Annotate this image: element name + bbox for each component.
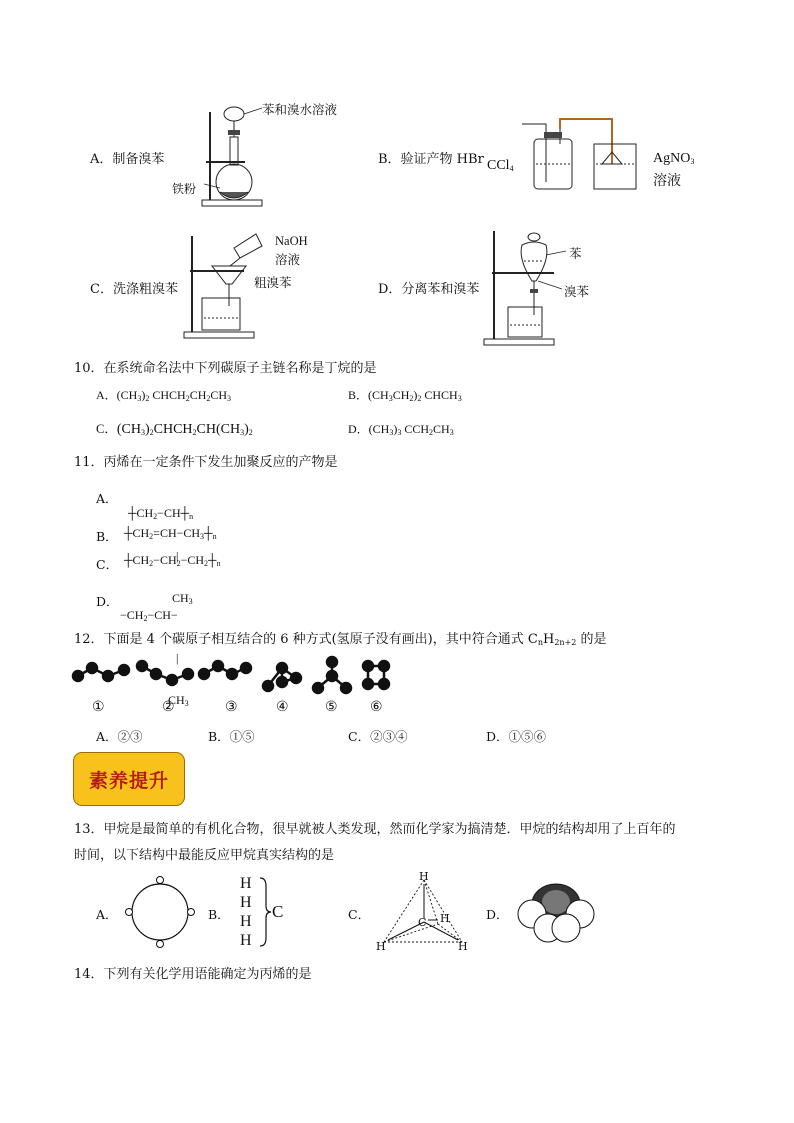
q11-option-a-structure: $┼CH_2-CH┼_n$ | $CH_3$ (128, 506, 194, 606)
question-14-stem: 14．下列有关化学用语能确定为丙烯的是 (74, 967, 312, 982)
section-badge-text: 素养提升 (88, 769, 169, 792)
skeleton-label-6: ⑥ (370, 699, 383, 715)
q11-option-b-structure: $┼CH_2=CH-CH_3┼_n$ (124, 526, 217, 541)
methane-space-filling-model (516, 878, 596, 944)
q10-option-d: D．$(CH_3)_3$ $CCH_2CH_3$ (348, 422, 454, 437)
option-a-label: A．制备溴苯 (90, 152, 165, 167)
q11-option-d-prefix: D． (96, 594, 119, 609)
apparatus-b-annotation-3: 溶液 (653, 173, 681, 189)
q11-option-b-prefix: B． (96, 529, 118, 544)
tetra-c: C (418, 916, 427, 929)
apparatus-a-annotation-2: 铁粉 (172, 182, 197, 196)
option-d-label: D．分离苯和溴苯 (378, 282, 480, 297)
tetra-h-right: H (458, 940, 468, 953)
apparatus-c-annotation-3: 粗溴苯 (254, 275, 292, 290)
q11-option-c-structure: $┼CH_2-CH_2-CH_2┼_n$ (124, 553, 221, 568)
section-badge (73, 752, 185, 806)
question-10-stem: 10．在系统命名法中下列碳原子主链名称是丁烷的是 (74, 361, 377, 376)
q10-option-a: A．$(CH_3)_2$ $CHCH_2CH_2CH_3$ (96, 388, 232, 403)
skeleton-label-4: ④ (276, 699, 289, 715)
option-c-label: C．洗涤粗溴苯 (90, 282, 178, 297)
q13-option-d: D． (486, 907, 509, 922)
q13-option-c: C． (348, 907, 371, 922)
methane-c-atom: C (272, 902, 284, 921)
question-11-stem: 11．丙烯在一定条件下发生加聚反应的产物是 (74, 455, 338, 470)
q11-option-d-structure: $-CH_2-CH-$ | $CH_3$ (120, 608, 189, 708)
apparatus-b-figure (522, 114, 642, 194)
skeleton-label-1: ① (92, 699, 105, 715)
q12-option-a: A．②③ (96, 729, 143, 744)
methane-h-column: H H H H (240, 875, 252, 949)
question-13-line-1: 13．甲烷是最简单的有机化合物，很早就被人类发现，然而化学家为搞清楚．甲烷的结构却用了上百年的 (74, 822, 676, 837)
apparatus-c-annotation-2: 溶液 (275, 252, 301, 267)
brace-icon (258, 876, 272, 948)
tetra-h-top: H (419, 870, 429, 883)
tetra-h-right-mid: H (440, 912, 450, 925)
q13-option-a: A． (96, 907, 118, 922)
apparatus-d-annotation-2: 溴苯 (564, 284, 590, 299)
option-b-label: B．验证产物 HBr (378, 152, 484, 167)
q12-option-d: D．①⑤⑥ (486, 729, 547, 744)
apparatus-c-annotation-1: NaOH (275, 234, 308, 248)
question-13-line-2: 时间，以下结构中最能反应甲烷真实结构的是 (74, 848, 335, 863)
apparatus-a-annotation-1: 苯和溴水溶液 (262, 102, 338, 117)
apparatus-b-annotation-1: CCl$_4$ (487, 158, 514, 173)
apparatus-d-annotation-1: 苯 (569, 246, 582, 261)
q11-option-c-prefix: C． (96, 557, 119, 572)
apparatus-b-annotation-2: AgNO$_3$ (653, 151, 695, 166)
skeleton-label-3: ③ (225, 699, 238, 715)
tetra-h-left: H (376, 940, 386, 953)
question-12-stem: 12．下面是 4 个碳原子相互结合的 6 种方式(氢原子没有画出)，其中符合通式 $C_nH_{2n+2}$ 的是 (74, 632, 607, 647)
q10-option-b: B．$(CH_3CH_2)_2$ $CHCH_3$ (348, 388, 462, 403)
skeleton-label-5: ⑤ (325, 699, 338, 715)
skeleton-label-2: ② (162, 699, 175, 715)
q10-option-c: C．$(CH_3)_2CHCH_2CH(CH_3)_2$ (96, 422, 253, 437)
q13-option-b: B． (208, 907, 230, 922)
q12-option-b: B．①⑤ (208, 729, 255, 744)
carbon-skeletons-figure (70, 656, 410, 698)
methane-tetrahedron-model (376, 872, 468, 954)
q12-option-c: C．②③④ (348, 729, 408, 744)
methane-ring-model-icon (124, 876, 196, 948)
q11-option-a-prefix: A． (96, 491, 118, 506)
